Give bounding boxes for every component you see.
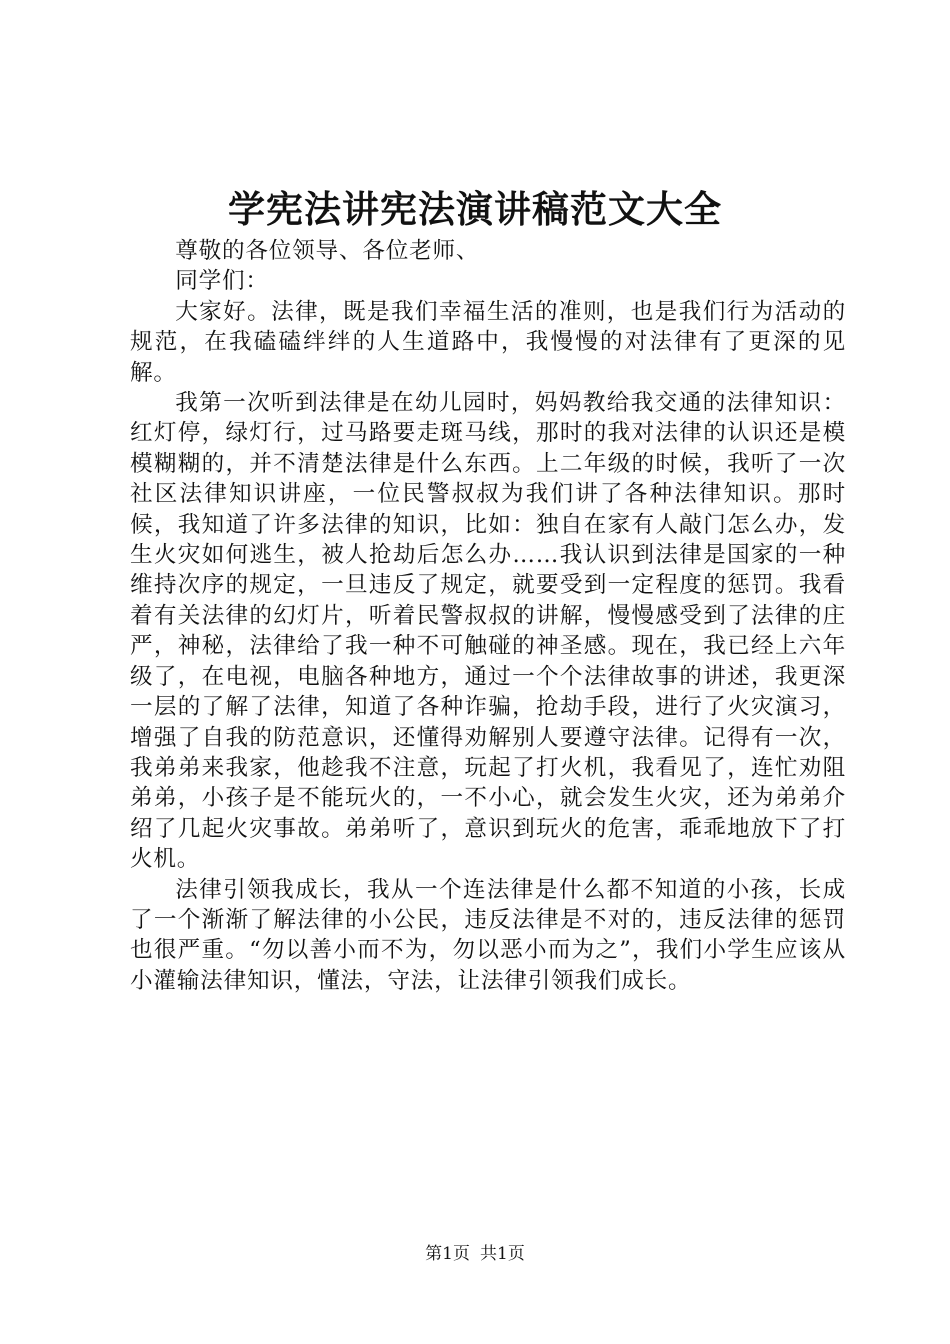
page-number: 第1页 xyxy=(425,1244,470,1264)
paragraph-conclusion: 法律引领我成长，我从一个连法律是什么都不知道的小孩，长成了一个渐渐了解法律的小公民，违反法律是不对的，违反法律的惩罚也很严重。“勿以善小而不为，勿以恶小而为之”，我们小学生应该从小灌输法律知识，懂法，守法，让法律引领我们成长。 xyxy=(130,876,846,994)
salutation-line-1: 尊敬的各位领导、各位老师、 xyxy=(175,238,480,264)
document-title: 学宪法讲宪法演讲稿范文大全 xyxy=(228,187,722,231)
page-footer xyxy=(0,1242,950,1266)
document-body xyxy=(130,236,846,996)
paragraph-story: 我第一次听到法律是在幼儿园时，妈妈教给我交通的法律知识：红灯停，绿灯行，过马路要走斑马线，那时的我对法律的认识还是模模糊糊的，并不清楚法律是什么东西。上二年级的时候，我听了一次社区法律知识讲座，一位民警叔叔为我们讲了各种法律知识。那时候，我知道了许多法律的知识，比如：独自在家有人敲门怎么办，发生火灾如何逃生，被人抢劫后怎么办……我认识到法律是国家的一种维持次序的规定，一旦违反了规定，就要受到一定程度的惩罚。我看着有关法律的幻灯片，听着民警叔叔的讲解，慢慢感受到了法律的庄严，神秘，法律给了我一种不可触碰的神圣感。现在，我已经上六年级了，在电视，电脑各种地方，通过一个个法律故事的讲述，我更深一层的了解了法律，知道了各种诈骗，抢劫手段，进行了火灾演习，增强了自我的防范意识，还懂得劝解别人要遵守法律。记得有一次，我弟弟来我家，他趁我不注意，玩起了打火机，我看见了，连忙劝阻弟弟，小孩子是不能玩火的，一不小心，就会发生火灾，还为弟弟介绍了几起火灾事故。弟弟听了，意识到玩火的危害，乖乖地放下了打火机。 xyxy=(130,390,846,873)
paragraph-intro: 大家好。法律，既是我们幸福生活的准则，也是我们行为活动的规范，在我磕磕绊绊的人生道路中，我慢慢的对法律有了更深的见解。 xyxy=(130,298,846,386)
salutation-line-2: 同学们： xyxy=(175,268,269,295)
page-total: 共1页 xyxy=(480,1244,525,1264)
